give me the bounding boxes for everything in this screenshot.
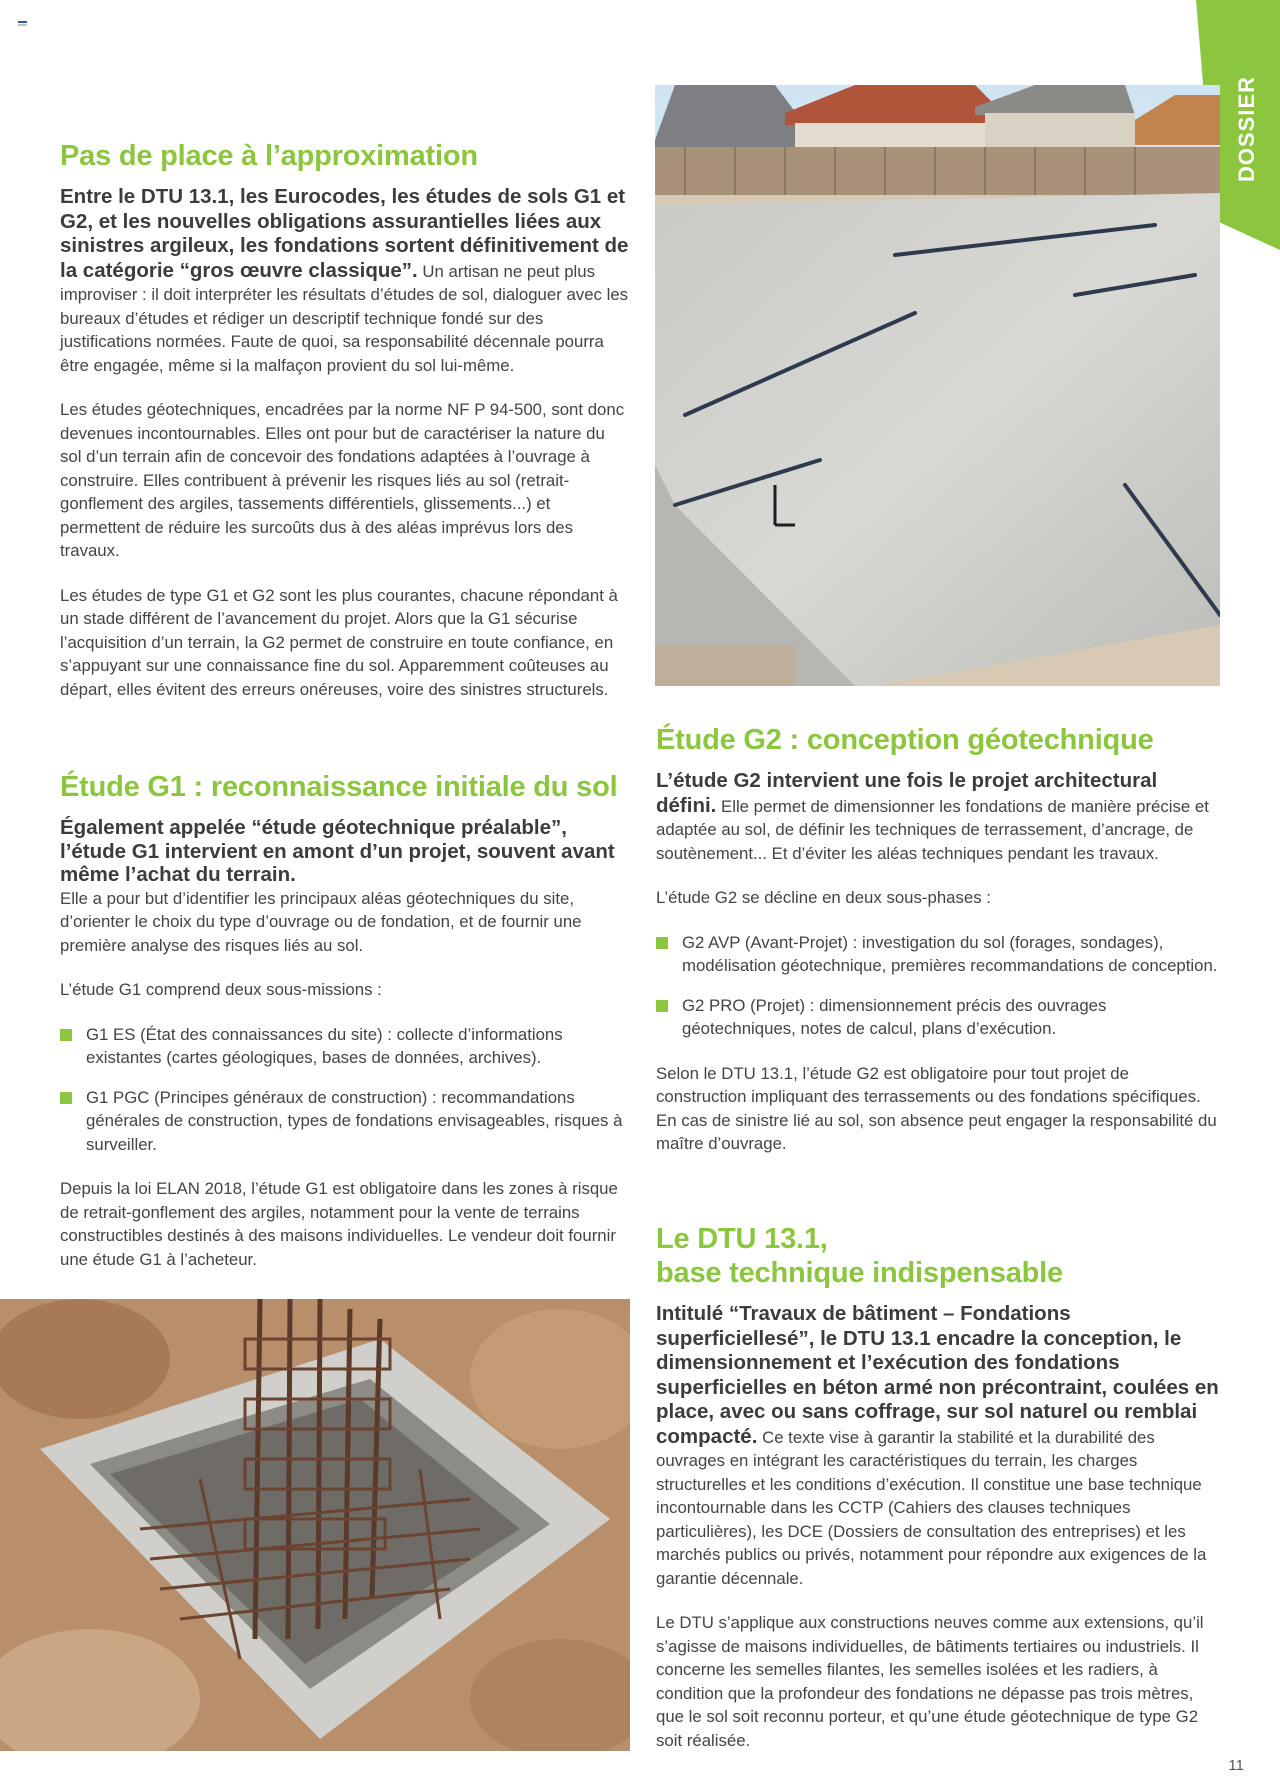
intro-paragraph xyxy=(656,1302,1221,1590)
intro-paragraph xyxy=(656,769,1221,865)
page-number: 11 xyxy=(1228,1757,1244,1774)
section-tab-label: DOSSIER xyxy=(1234,75,1259,183)
lead-text: Intitulé “Travaux de bâtiment – Fondations superficiellesé”, le DTU 13.1 encadre la conception, le dimensionnement et l’exécution des fondations superficielles en béton armé non précontraint, coulées en place, avec ou sans coffrage, sur sol naturel ou remblai compacté. xyxy=(656,1302,1219,1448)
paragraph: Les études géotechniques, encadrées par la norme NF P 94-500, sont donc devenues incontournables. Elles ont pour but de caractériser la nature du sol d’un terrain afin de concevoir des fondations adaptées à l’ouvrage à construire. Elles contribuent à prévenir les risques liés au sol (retrait-gonflement des argiles, tassements différentiels, glissements...) et permettent de réduire les surcoûts dus à des aléas imprévus lors des travaux. xyxy=(60,400,625,560)
intro-paragraph xyxy=(60,185,630,377)
list-item: G1 ES (État des connaissances du site) : collecte d’informations existantes (cartes géologiques, bases de données, archives). xyxy=(60,1023,635,1070)
lead-text: L’étude G2 intervient une fois le projet architectural défini. xyxy=(656,769,1158,817)
lead-text: Également appelée “étude géotechnique préalable”, l’étude G1 intervient en amont d’un projet, souvent avant même l’achat du terrain. xyxy=(60,816,615,886)
section-title: Pas de place à l’approximation xyxy=(60,140,478,172)
paragraph: L’étude G2 se décline en deux sous-phases : xyxy=(656,888,991,907)
section-title-line2: base technique indispensable xyxy=(656,1257,1063,1289)
section-g2 xyxy=(656,723,1221,1156)
section-title-line1: Le DTU 13.1, xyxy=(656,1223,828,1255)
paragraph: Depuis la loi ELAN 2018, l’étude G1 est obligatoire dans les zones à risque de retrait-gonflement des argiles, notamment pour la vente de terrains constructibles destinés à des maisons individuelles. Le vendeur doit fournir une étude G1 à l’acheteur. xyxy=(60,1179,618,1269)
concrete-slab-photo xyxy=(655,85,1220,686)
section-approximation xyxy=(60,139,630,701)
paragraph: Selon le DTU 13.1, l’étude G2 est obligatoire pour tout projet de construction impliquant des terrassements ou des fondations spécifiques. En cas de sinistre lié au sol, son absence peut engager la responsabilité du maître d’ouvrage. xyxy=(656,1063,1217,1153)
list-item: G2 PRO (Projet) : dimensionnement précis des ouvrages géotechniques, notes de calcul, plans d’exécution. xyxy=(656,994,1221,1041)
section-dtu xyxy=(656,1222,1221,1752)
lead-text: Entre le DTU 13.1, les Eurocodes, les études de sols G1 et G2, et les nouvelles obligations assurantielles liées aux sinistres argileux, les fondations sortent définitivement de la catégorie “gros œuvre classique”. xyxy=(60,185,629,282)
flag-mark-icon xyxy=(18,21,27,27)
paragraph: L’étude G1 comprend deux sous-missions : xyxy=(60,980,382,999)
section-g1 xyxy=(60,770,635,1271)
body-text: Ce texte vise à garantir la stabilité et la durabilité des ouvrages en intégrant les caractéristiques du terrain, les charges structurelles et les conditions d’exécution. Il constitue une base technique incontournable dans les CCTP (Cahiers des clauses techniques particulières), les DCE (Dossiers de consultation des entreprises) et les marchés publics ou privés, notamment pour répondre aux exigences de la garantie décennale. xyxy=(656,1427,1207,1588)
paragraph: Les études de type G1 et G2 sont les plus courantes, chacune répondant à un stade différent de l’avancement du projet. Alors que la G1 sécurise l’acquisition d’un terrain, la G2 permet de construire en toute confiance, en s’appuyant sur une connaissance fine du sol. Apparemment coûteuses au départ, elles évitent des erreurs onéreuses, voire des sinistres structurels. xyxy=(60,585,618,699)
section-title: Étude G2 : conception géotechnique xyxy=(656,724,1154,756)
list-item: G1 PGC (Principes généraux de construction) : recommandations générales de construction, types de fondations envisageables, risques à surveiller. xyxy=(60,1086,635,1157)
paragraph: Elle a pour but d’identifier les principaux aléas géotechniques du site, d’orienter le choix du type d’ouvrage ou de fondation, et de fournir une première analyse des risques liés au sol. xyxy=(60,888,582,955)
list-item: G2 AVP (Avant-Projet) : investigation du sol (forages, sondages), modélisation géotechnique, premières recommandations de conception. xyxy=(656,931,1221,978)
rebar-foundation-photo xyxy=(0,1299,630,1751)
paragraph: Le DTU s’applique aux constructions neuves comme aux extensions, qu’il s’agisse de maisons individuelles, de bâtiments tertiaires ou industriels. Il concerne les semelles filantes, les semelles isolées et les radiers, à condition que la profondeur des fondations ne dépasse pas trois mètres, que le sol soit reconnu porteur, et qu’une étude géotechnique de type G2 soit réalisée. xyxy=(656,1613,1204,1750)
body-text: Un artisan ne peut plus improviser : il doit interpréter les résultats d’études de sol, dialoguer avec les bureaux d’études et rédiger un descriptif technique fondé sur des justifications normées. Faute de quoi, sa responsabilité décennale pourra être engagée, même si la malfaçon provient du sol lui-même. xyxy=(60,261,629,375)
body-text: Elle permet de dimensionner les fondations de manière précise et adaptée au sol, de définir les techniques de terrassement, d’ancrage, de soutènement... Et d’éviter les aléas techniques pendant les travaux. xyxy=(656,796,1209,863)
section-title: Étude G1 : reconnaissance initiale du sol xyxy=(60,771,618,803)
